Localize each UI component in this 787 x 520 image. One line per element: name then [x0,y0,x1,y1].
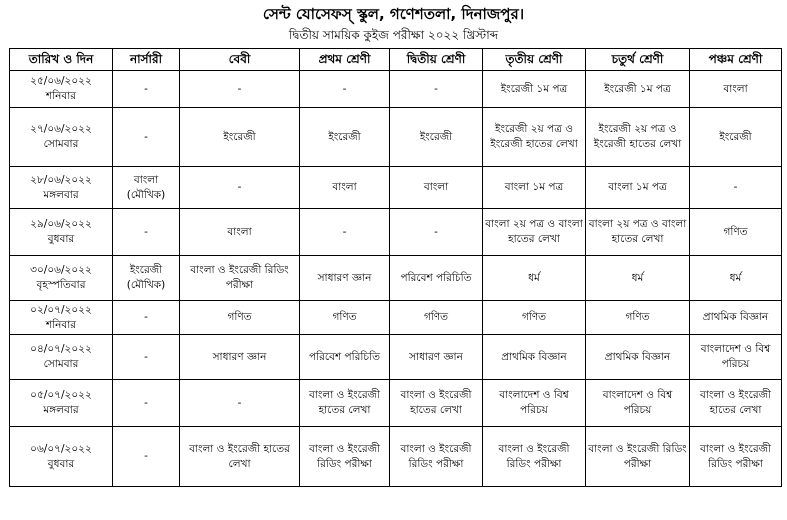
table-header-row [10,49,782,71]
table-row [10,167,782,209]
exam-date: ২৮/০৬/২০২২ [30,173,92,186]
date-day-cell [10,335,113,380]
subject-cell-baby: বাংলা ও ইংরেজী হাতের লেখা [180,427,300,487]
subject-cell-class-two: বাংলা ও ইংরেজী রিডিং পরীক্ষা [390,427,483,487]
column-header-class-five: পঞ্চম শ্রেণী [690,49,782,71]
subject-cell-class-three: বাংলাদেশ ও বিশ্ব পরিচয় [483,380,586,427]
subject-cell-nursery: - [113,301,180,335]
table-row [10,209,782,256]
subject-cell-class-five: গণিত [690,209,782,256]
subject-cell-class-one: গণিত [300,301,390,335]
exam-day: মঙ্গলবার [43,188,79,201]
exam-date: ৩০/০৬/২০২২ [30,264,92,276]
subject-cell-class-four: প্রাথমিক বিজ্ঞান [586,335,690,380]
subject-cell-class-three: গণিত [483,301,586,335]
exam-day: বুধবার [47,457,75,470]
column-header-date: তারিখ ও দিন [10,49,113,71]
subject-cell-baby: - [180,71,300,108]
exam-title: দ্বিতীয় সাময়িক কুইজ পরীক্ষা ২০২২ খ্রিস্টাব্দ [288,28,499,42]
subject-cell-class-one: বাংলা [300,167,390,209]
table-row [10,71,782,108]
table-row [10,256,782,301]
subject-cell-class-two: বাংলা ও ইংরেজী হাতের লেখা [390,380,483,427]
subject-cell-class-five: ইংরেজী [690,108,782,167]
exam-date: ২৯/০৬/২০২২ [30,218,92,230]
school-title: সেন্ট যোসেফস্ স্কুল, গণেশতলা, দিনাজপুর। [262,5,525,23]
date-day-cell [10,380,113,427]
exam-day: সোমবার [43,138,79,150]
column-header-class-one: প্রথম শ্রেণী [300,49,390,71]
subject-cell-class-five: ধর্ম [690,256,782,301]
subject-cell-nursery: বাংলা (মৌখিক) [113,167,180,209]
column-header-nursery: নার্সারী [113,49,180,71]
exam-day: শনিবার [45,318,77,331]
subject-cell-baby: গণিত [180,301,300,335]
subject-cell-class-five: বাংলা ও ইংরেজী রিডিং পরীক্ষা [690,427,782,487]
subject-cell-class-four: ইংরেজী ১ম পত্র [586,71,690,108]
exam-day: মঙ্গলবার [43,404,79,416]
subject-cell-class-four: বাংলা ও ইংরেজী রিডিং পরীক্ষা [586,427,690,487]
subject-cell-class-one: পরিবেশ পরিচিতি [300,335,390,380]
subject-cell-class-three: ইংরেজী ১ম পত্র [483,71,586,108]
date-day-cell [10,256,113,301]
subject-cell-class-two: গণিত [390,301,483,335]
subject-cell-nursery: - [113,209,180,256]
subject-cell-class-two: - [390,71,483,108]
column-header-class-two: দ্বিতীয় শ্রেণী [390,49,483,71]
subject-cell-class-two: পরিবেশ পরিচিতি [390,256,483,301]
subject-cell-class-three: বাংলা ও ইংরেজী রিডিং পরীক্ষা [483,427,586,487]
subject-cell-class-two: সাধারণ জ্ঞান [390,335,483,380]
table-row [10,427,782,487]
subject-cell-class-five: বাংলা ও ইংরেজী হাতের লেখা [690,380,782,427]
subject-cell-class-one: - [300,209,390,256]
table-body [10,71,782,487]
subject-cell-class-one: - [300,71,390,108]
subject-cell-baby: বাংলা ও ইংরেজী রিডিং পরীক্ষা [180,256,300,301]
subject-cell-class-one: বাংলা ও ইংরেজী রিডিং পরীক্ষা [300,427,390,487]
subject-cell-class-five: বাংলা [690,71,782,108]
subject-cell-nursery: - [113,380,180,427]
exam-day: বৃহস্পতিবার [36,279,86,291]
exam-day: শনিবার [45,90,77,102]
subject-cell-class-one: বাংলা ও ইংরেজী হাতের লেখা [300,380,390,427]
table-row [10,335,782,380]
subject-cell-class-two: ইংরেজী [390,108,483,167]
subject-cell-class-five: - [690,167,782,209]
subject-cell-class-four: গণিত [586,301,690,335]
subject-cell-nursery: - [113,427,180,487]
subject-cell-class-four: ইংরেজী ২য় পত্র ও ইংরেজী হাতের লেখা [586,108,690,167]
subject-cell-class-four: ধর্ম [586,256,690,301]
table-row [10,380,782,427]
subject-cell-class-three: বাংলা ২য় পত্র ও বাংলা হাতের লেখা [483,209,586,256]
subject-cell-nursery: - [113,108,180,167]
subject-cell-class-four: বাংলাদেশ ও বিশ্ব পরিচয় [586,380,690,427]
subject-cell-nursery: - [113,71,180,108]
date-day-cell [10,167,113,209]
subject-cell-class-three: বাংলা ১ম পত্র [483,167,586,209]
column-header-class-four: চতুর্থ শ্রেণী [586,49,690,71]
exam-day: বুধবার [47,233,75,245]
date-day-cell [10,209,113,256]
table-row [10,108,782,167]
subject-cell-baby: - [180,380,300,427]
subject-cell-baby: বাংলা [180,209,300,256]
subject-cell-class-four: বাংলা ২য় পত্র ও বাংলা হাতের লেখা [586,209,690,256]
exam-date: ২৭/০৬/২০২২ [30,123,92,135]
exam-routine-table [9,48,782,487]
subject-cell-nursery: - [113,335,180,380]
table-row [10,301,782,335]
subject-cell-class-four: বাংলা ১ম পত্র [586,167,690,209]
subject-cell-baby: সাধারণ জ্ঞান [180,335,300,380]
subject-cell-class-five: প্রাথমিক বিজ্ঞান [690,301,782,335]
exam-date: ০৪/০৭/২০২২ [30,343,92,355]
subject-cell-class-three: ইংরেজী ২য় পত্র ও ইংরেজী হাতের লেখা [483,108,586,167]
subject-cell-baby: - [180,167,300,209]
column-header-class-three: তৃতীয় শ্রেণী [483,49,586,71]
subject-cell-class-three: ধর্ম [483,256,586,301]
subject-cell-baby: ইংরেজী [180,108,300,167]
subject-cell-class-three: প্রাথমিক বিজ্ঞান [483,335,586,380]
subject-cell-nursery: ইংরেজী (মৌখিক) [113,256,180,301]
exam-date: ০৫/০৭/২০২২ [30,389,92,401]
subject-cell-class-five: বাংলাদেশ ও বিশ্ব পরিচয় [690,335,782,380]
date-day-cell [10,108,113,167]
date-day-cell [10,301,113,335]
exam-date: ০২/০৭/২০২২ [30,303,92,316]
column-header-baby: বেবী [180,49,300,71]
date-day-cell [10,71,113,108]
exam-date: ০৬/০৭/২০২২ [30,442,92,455]
subject-cell-class-two: বাংলা [390,167,483,209]
exam-day: সোমবার [43,358,79,370]
subject-cell-class-one: সাধারণ জ্ঞান [300,256,390,301]
date-day-cell [10,427,113,487]
exam-date: ২৫/০৬/২০২২ [30,75,92,87]
subject-cell-class-one: ইংরেজী [300,108,390,167]
subject-cell-class-two: - [390,209,483,256]
